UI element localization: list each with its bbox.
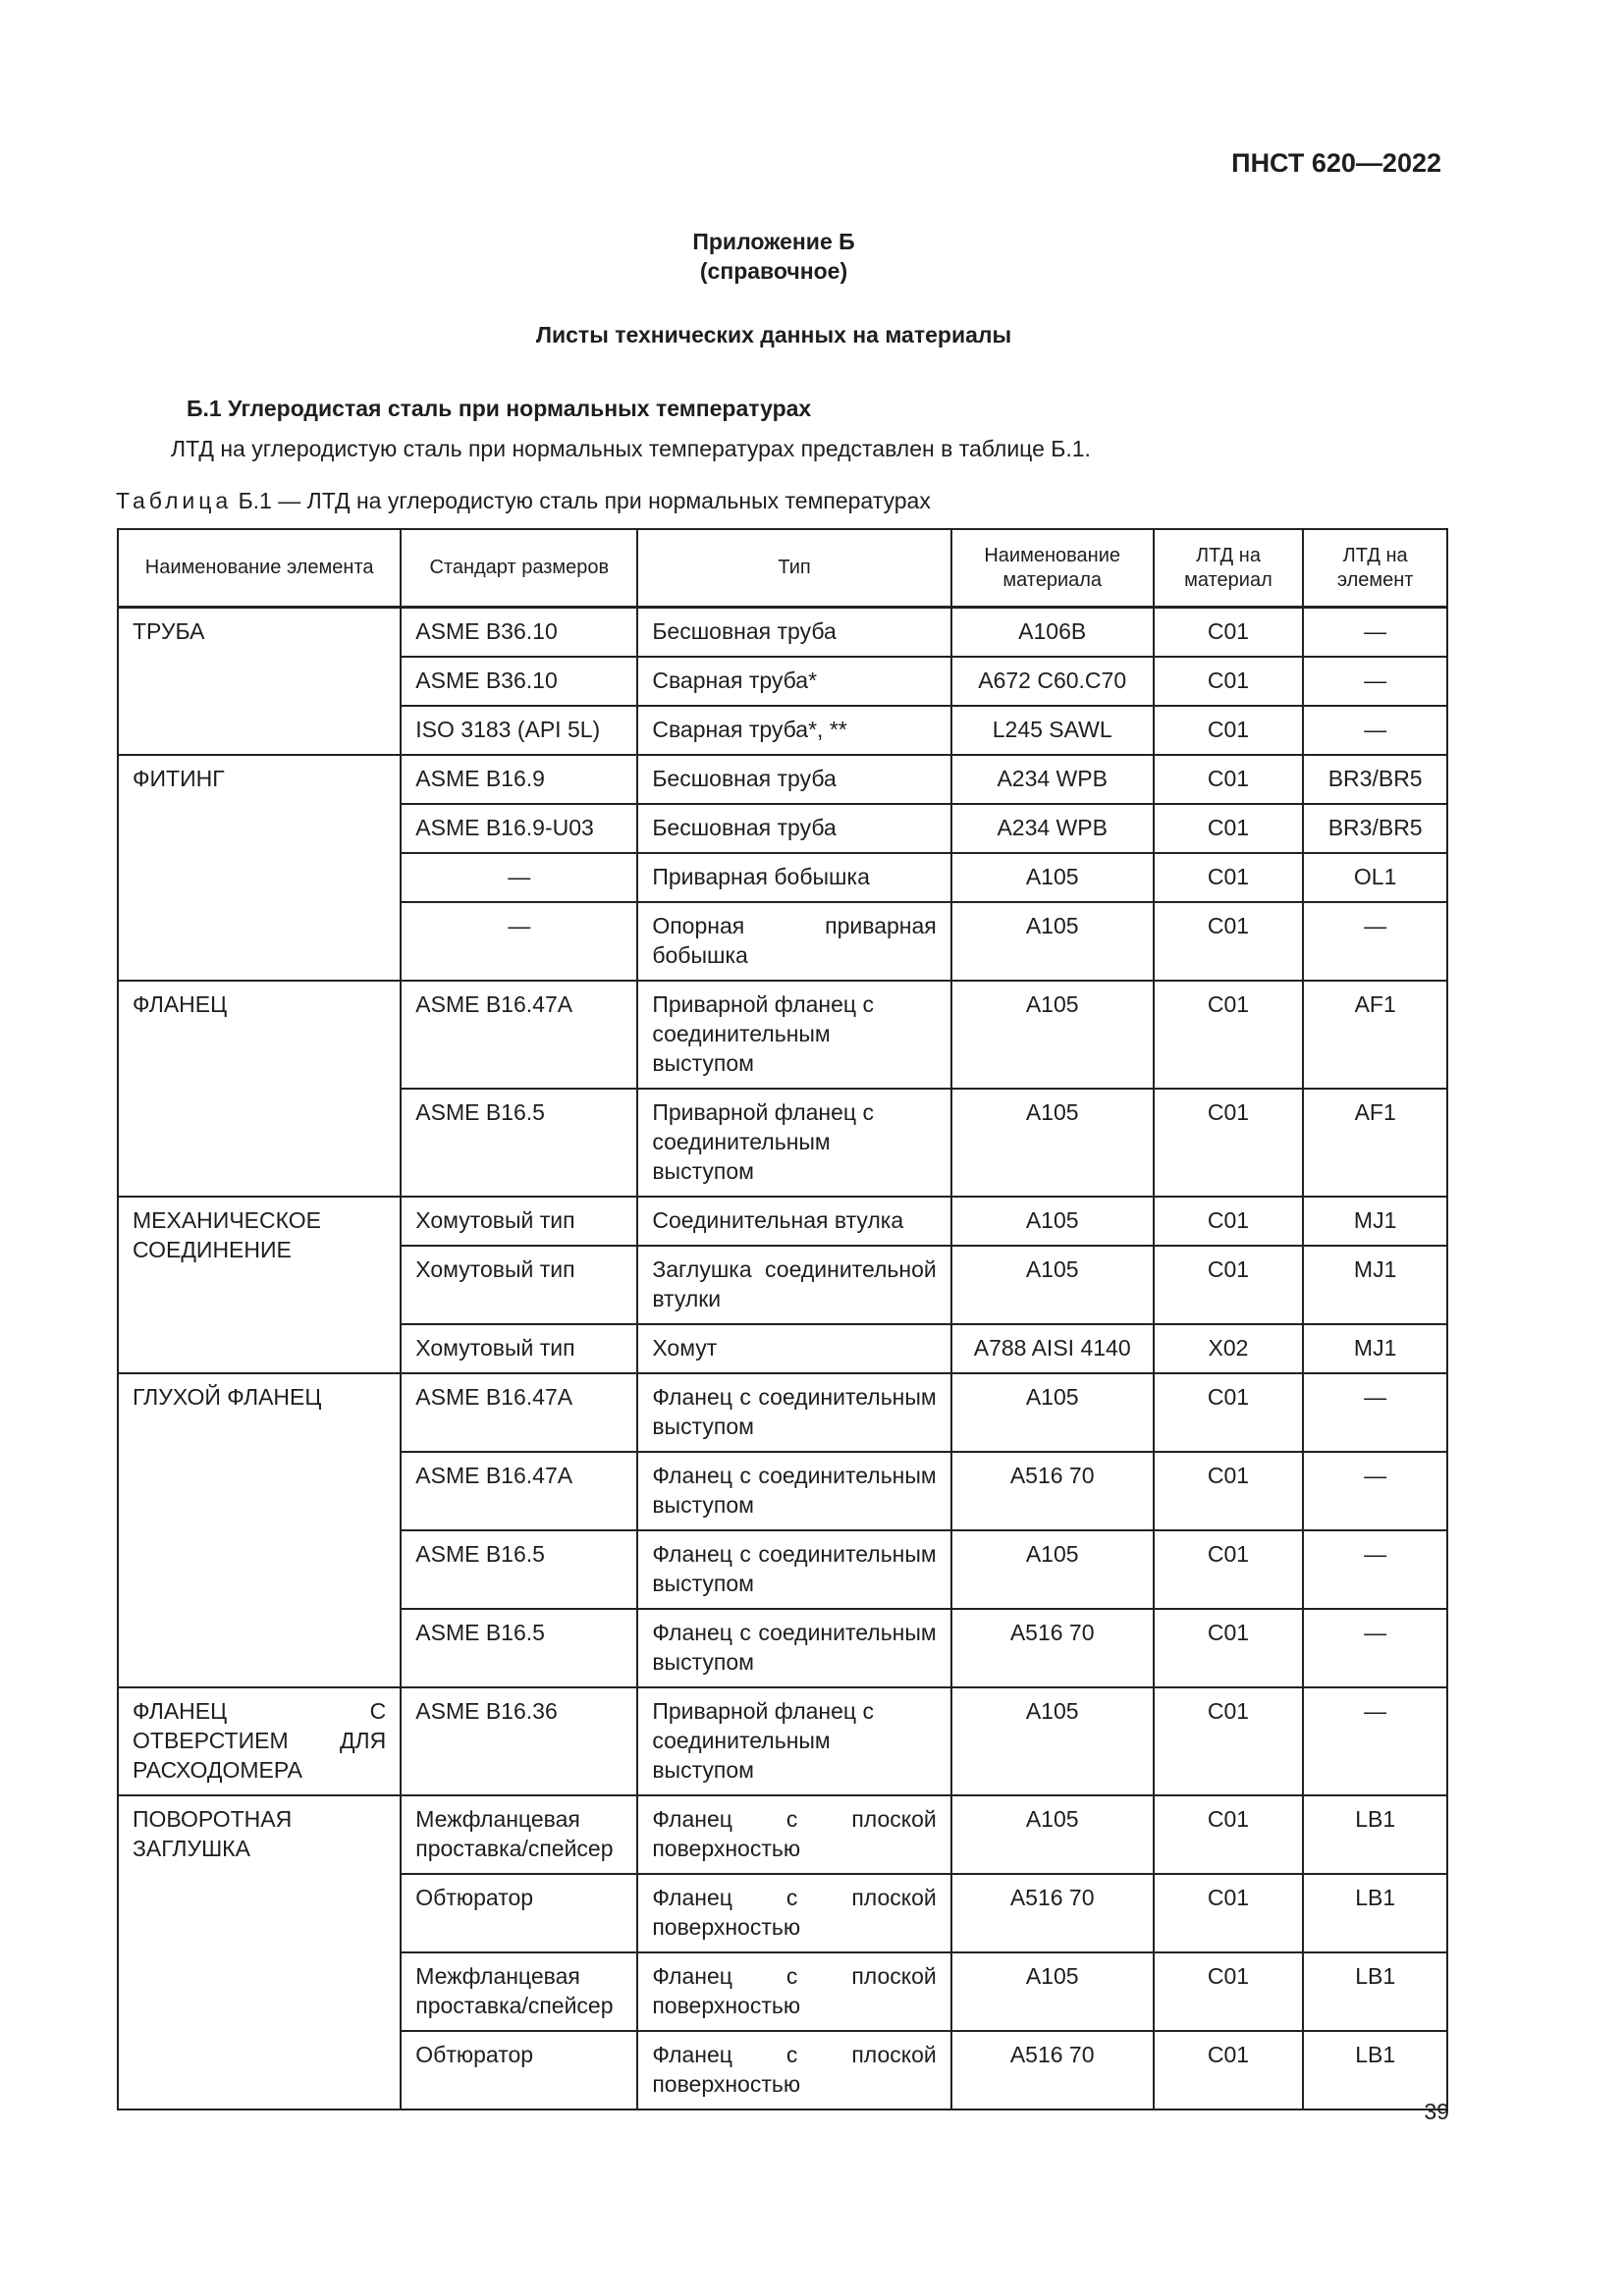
standard-cell: Обтюратор [401,2031,637,2109]
type-cell: Фланец с соединительным выступом [637,1609,950,1687]
appendix-heading: Листы технических данных на материалы [535,322,1012,347]
element-datasheet-cell: — [1303,1687,1447,1795]
page-number: 39 [1424,2099,1449,2124]
type-cell: Опорная приварная бобышка [637,902,950,981]
material-cell: A516 70 [951,1452,1154,1530]
type-cell: Фланец с плоской поверхностью [637,2031,950,2109]
material-datasheet-cell: C01 [1154,1874,1304,1952]
material-cell: A106B [951,608,1154,658]
element-datasheet-cell: MJ1 [1303,1324,1447,1373]
header-material-name: Наименование материала [951,529,1154,608]
material-cell: A788 AISI 4140 [951,1324,1154,1373]
standard-cell: ASME B16.47A [401,1373,637,1452]
material-cell: A105 [951,1197,1154,1246]
header-element-name: Наименование элемента [118,529,401,608]
material-cell: A105 [951,1952,1154,2031]
type-cell: Приварная бобышка [637,853,950,902]
material-datasheet-cell: X02 [1154,1324,1304,1373]
material-cell: A516 70 [951,2031,1154,2109]
element-cell: ГЛУХОЙ ФЛАНЕЦ [118,1373,401,1687]
material-cell: A234 WPB [951,804,1154,853]
header-element-datasheet: ЛТД на элемент [1303,529,1447,608]
standard-cell: ASME B16.5 [401,1089,637,1197]
element-datasheet-cell: BR3/BR5 [1303,804,1447,853]
standard-cell: Хомутовый тип [401,1197,637,1246]
element-cell: ТРУБА [118,608,401,756]
table-row [118,755,1447,804]
element-datasheet-cell: LB1 [1303,2031,1447,2109]
material-datasheet-cell: C01 [1154,608,1304,658]
type-cell: Сварная труба*, ** [637,706,950,755]
element-datasheet-cell: — [1303,1530,1447,1609]
material-cell: A105 [951,853,1154,902]
type-cell: Фланец с плоской поверхностью [637,1874,950,1952]
material-datasheet-cell: C01 [1154,1530,1304,1609]
appendix-title: Приложение Б [692,229,855,254]
material-cell: A105 [951,1089,1154,1197]
material-datasheet-cell: C01 [1154,755,1304,804]
standard-cell: Обтюратор [401,1874,637,1952]
material-datasheet-cell: C01 [1154,1246,1304,1324]
material-datasheet-cell: C01 [1154,706,1304,755]
element-datasheet-cell: AF1 [1303,981,1447,1089]
material-cell: A105 [951,1530,1154,1609]
material-datasheet-cell: C01 [1154,1687,1304,1795]
element-datasheet-cell: — [1303,1373,1447,1452]
material-cell: A105 [951,1795,1154,1874]
material-datasheet-cell: C01 [1154,1609,1304,1687]
type-cell: Приварной фланец с соединительным выступом [637,981,950,1089]
element-datasheet-cell: BR3/BR5 [1303,755,1447,804]
material-datasheet-cell: C01 [1154,1952,1304,2031]
element-cell: ФЛАНЕЦ [118,981,401,1197]
standard-cell: Межфланцевая проставка/спейсер [401,1795,637,1874]
element-datasheet-cell: LB1 [1303,1795,1447,1874]
element-datasheet-cell: — [1303,706,1447,755]
material-cell: L245 SAWL [951,706,1154,755]
materials-table [117,528,1448,2110]
type-cell: Хомут [637,1324,950,1373]
material-cell: A234 WPB [951,755,1154,804]
material-datasheet-cell: C01 [1154,804,1304,853]
element-datasheet-cell: — [1303,902,1447,981]
element-datasheet-cell: MJ1 [1303,1246,1447,1324]
type-cell: Бесшовная труба [637,608,950,658]
type-cell: Соединительная втулка [637,1197,950,1246]
standard-cell: Хомутовый тип [401,1324,637,1373]
element-datasheet-cell: — [1303,1452,1447,1530]
material-datasheet-cell: C01 [1154,1373,1304,1452]
type-cell: Фланец с соединительным выступом [637,1530,950,1609]
material-cell: A516 70 [951,1609,1154,1687]
element-datasheet-cell: — [1303,1609,1447,1687]
standard-cell: ASME B16.9 [401,755,637,804]
section-title: Б.1 Углеродистая сталь при нормальных температурах [187,396,812,421]
type-cell: Фланец с плоской поверхностью [637,1795,950,1874]
element-datasheet-cell: MJ1 [1303,1197,1447,1246]
section-intro: ЛТД на углеродистую сталь при нормальных температурах представлен в таблице Б.1. [171,436,1091,461]
material-datasheet-cell: C01 [1154,1452,1304,1530]
element-datasheet-cell: OL1 [1303,853,1447,902]
type-cell: Сварная труба* [637,657,950,706]
material-cell: A105 [951,1687,1154,1795]
material-datasheet-cell: C01 [1154,1089,1304,1197]
element-datasheet-cell: LB1 [1303,1952,1447,2031]
material-datasheet-cell: C01 [1154,657,1304,706]
element-datasheet-cell: — [1303,608,1447,658]
table-header-row [118,529,1447,608]
standard-cell: ASME B36.10 [401,657,637,706]
material-cell: A105 [951,981,1154,1089]
standard-cell: Межфланцевая проставка/спейсер [401,1952,637,2031]
material-datasheet-cell: C01 [1154,981,1304,1089]
table-row [118,1687,1447,1795]
type-cell: Фланец с соединительным выступом [637,1373,950,1452]
table-caption-label: Таблица [116,488,233,513]
standard-cell: ASME B36.10 [401,608,637,658]
standard-cell: ASME B16.9-U03 [401,804,637,853]
element-datasheet-cell: AF1 [1303,1089,1447,1197]
table-caption [116,488,931,514]
standard-cell: ISO 3183 (API 5L) [401,706,637,755]
type-cell: Заглушка соединительной втулки [637,1246,950,1324]
table-row [118,1197,1447,1246]
material-cell: A105 [951,1246,1154,1324]
table-row [118,981,1447,1089]
table-row [118,1795,1447,1874]
material-cell: A105 [951,902,1154,981]
table-caption-text: Б.1 — ЛТД на углеродистую сталь при нормальных температурах [232,488,931,513]
type-cell: Приварной фланец с соединительным выступом [637,1687,950,1795]
material-datasheet-cell: C01 [1154,902,1304,981]
standard-cell: — [401,853,637,902]
table-row [118,608,1447,658]
material-cell: A672 C60.C70 [951,657,1154,706]
element-cell: МЕХАНИЧЕСКОЕ СОЕДИНЕНИЕ [118,1197,401,1373]
type-cell: Фланец с плоской поверхностью [637,1952,950,2031]
element-datasheet-cell: LB1 [1303,1874,1447,1952]
material-datasheet-cell: C01 [1154,1795,1304,1874]
material-datasheet-cell: C01 [1154,853,1304,902]
standard-cell: ASME B16.47A [401,1452,637,1530]
standard-cell: Хомутовый тип [401,1246,637,1324]
table-row [118,1373,1447,1452]
standard-cell: ASME B16.36 [401,1687,637,1795]
header-size-standard: Стандарт размеров [401,529,637,608]
standard-cell: ASME B16.5 [401,1530,637,1609]
standard-cell: ASME B16.5 [401,1609,637,1687]
type-cell: Бесшовная труба [637,755,950,804]
material-datasheet-cell: C01 [1154,2031,1304,2109]
type-cell: Бесшовная труба [637,804,950,853]
material-cell: A105 [951,1373,1154,1452]
appendix-subtitle: (справочное) [699,258,848,284]
standard-cell: — [401,902,637,981]
header-type: Тип [637,529,950,608]
element-cell: ПОВОРОТНАЯ ЗАГЛУШКА [118,1795,401,2109]
material-cell: A516 70 [951,1874,1154,1952]
type-cell: Фланец с соединительным выступом [637,1452,950,1530]
document-code: ПНСТ 620—2022 [1231,148,1441,178]
header-material-datasheet: ЛТД на материал [1154,529,1304,608]
type-cell: Приварной фланец с соединительным выступом [637,1089,950,1197]
standard-cell: ASME B16.47A [401,981,637,1089]
element-cell: ФЛАНЕЦ С ОТВЕРСТИЕМ ДЛЯ РАСХОДОМЕРА [118,1687,401,1795]
material-datasheet-cell: C01 [1154,1197,1304,1246]
element-cell: ФИТИНГ [118,755,401,981]
element-datasheet-cell: — [1303,657,1447,706]
